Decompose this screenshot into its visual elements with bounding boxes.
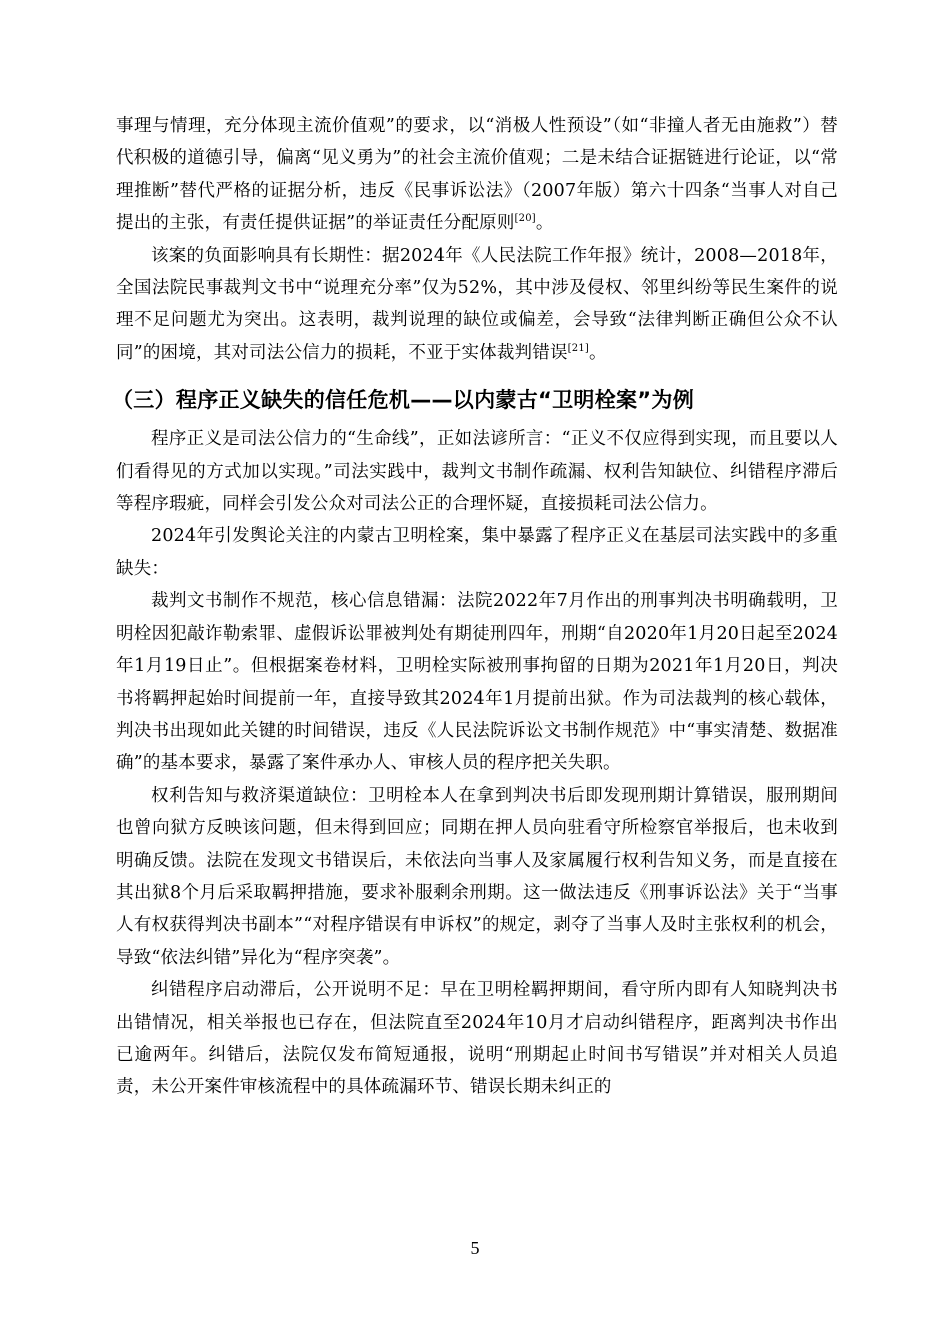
paragraph: 权利告知与救济渠道缺位：卫明栓本人在拿到判决书后即发现刑期计算错误，服刑期间也曾向狱方反映该问题，但未得到回应；同期在押人员向驻看守所检察官举报后，也未收到明确反馈。法院在发现文书错误后，未依法向当事人及家属履行权利告知义务，而是直接在其出狱8个月后采取羁押措施，要求补服剩余刑期。这一做法违反《刑事诉讼法》关于“当事人有权获得判决书副本”“对程序错误有申诉权”的规定，剥夺了当事人及时主张权利的机会，导致“依法纠错”异化为“程序突袭”。 — [116, 785, 838, 968]
paragraph: 纠错程序启动滞后，公开说明不足：早在卫明栓羁押期间，看守所内即有人知晓判决书出错情况，相关举报也已存在，但法院直至2024年10月才启动纠错程序，距离判决书作出已逾两年。纠错后，法院仅发布简短通报，说明“刑期起止时间书写错误”并对相关人员追责，未公开案件审核流程中的具体疏漏环节、错误长期未纠正的 — [116, 980, 838, 1098]
paragraph: 裁判文书制作不规范，核心信息错漏：法院2022年7月作出的刑事判决书明确载明，卫明栓因犯敲诈勒索罪、虚假诉讼罪被判处有期徒刑四年，刑期“自2020年1月20日起至2024年1月19日止”。但根据案卷材料，卫明栓实际被刑事拘留的日期为2021年1月20日，判决书将羁押起始时间提前一年，直接导致其2024年1月提前出狱。作为司法裁判的核心载体，判决书出现如此关键的时间错误，违反《人民法院诉讼文书制作规范》中“事实清楚、数据准确”的基本要求，暴露了案件承办人、审核人员的程序把关失职。 — [116, 591, 838, 774]
section-heading: （三）程序正义缺失的信任危机——以内蒙古“卫明栓案”为例 — [112, 388, 695, 413]
document-body — [112, 110, 838, 1104]
paragraph: 2024年引发舆论关注的内蒙古卫明栓案，集中暴露了程序正义在基层司法实践中的多重缺失： — [116, 526, 838, 579]
citation: [20] — [514, 213, 536, 225]
page-number: 5 — [470, 1238, 480, 1258]
citation: [21] — [567, 342, 589, 354]
paragraph: 事理与情理，充分体现主流价值观”的要求，以“消极人性预设”（如“非撞人者无由施救”）替代积极的道德引导，偏离“见义勇为”的社会主流价值观；二是未结合证据链进行论证，以“常理推断”替代严格的证据分析，违反《民事诉讼法》（2007年版）第六十四条“当事人对自己提出的主张，有责任提供证据”的举证责任分配原则[20]。 — [116, 116, 838, 234]
paragraph: 该案的负面影响具有长期性：据2024年《人民法院工作年报》统计，2008—2018年，全国法院民事裁判文书中“说理充分率”仅为52%，其中涉及侵权、邻里纠纷等民生案件的说理不足问题尤为突出。这表明，裁判说理的缺位或偏差，会导致“法律判断正确但公众不认同”的困境，其对司法公信力的损耗，不亚于实体裁判错误[21]。 — [116, 245, 838, 363]
paragraph: 程序正义是司法公信力的“生命线”，正如法谚所言：“正义不仅应得到实现，而且要以人们看得见的方式加以实现。”司法实践中，裁判文书制作疏漏、权利告知缺位、纠错程序滞后等程序瑕疵，同样会引发公众对司法公正的合理怀疑，直接损耗司法公信力。 — [116, 429, 838, 515]
